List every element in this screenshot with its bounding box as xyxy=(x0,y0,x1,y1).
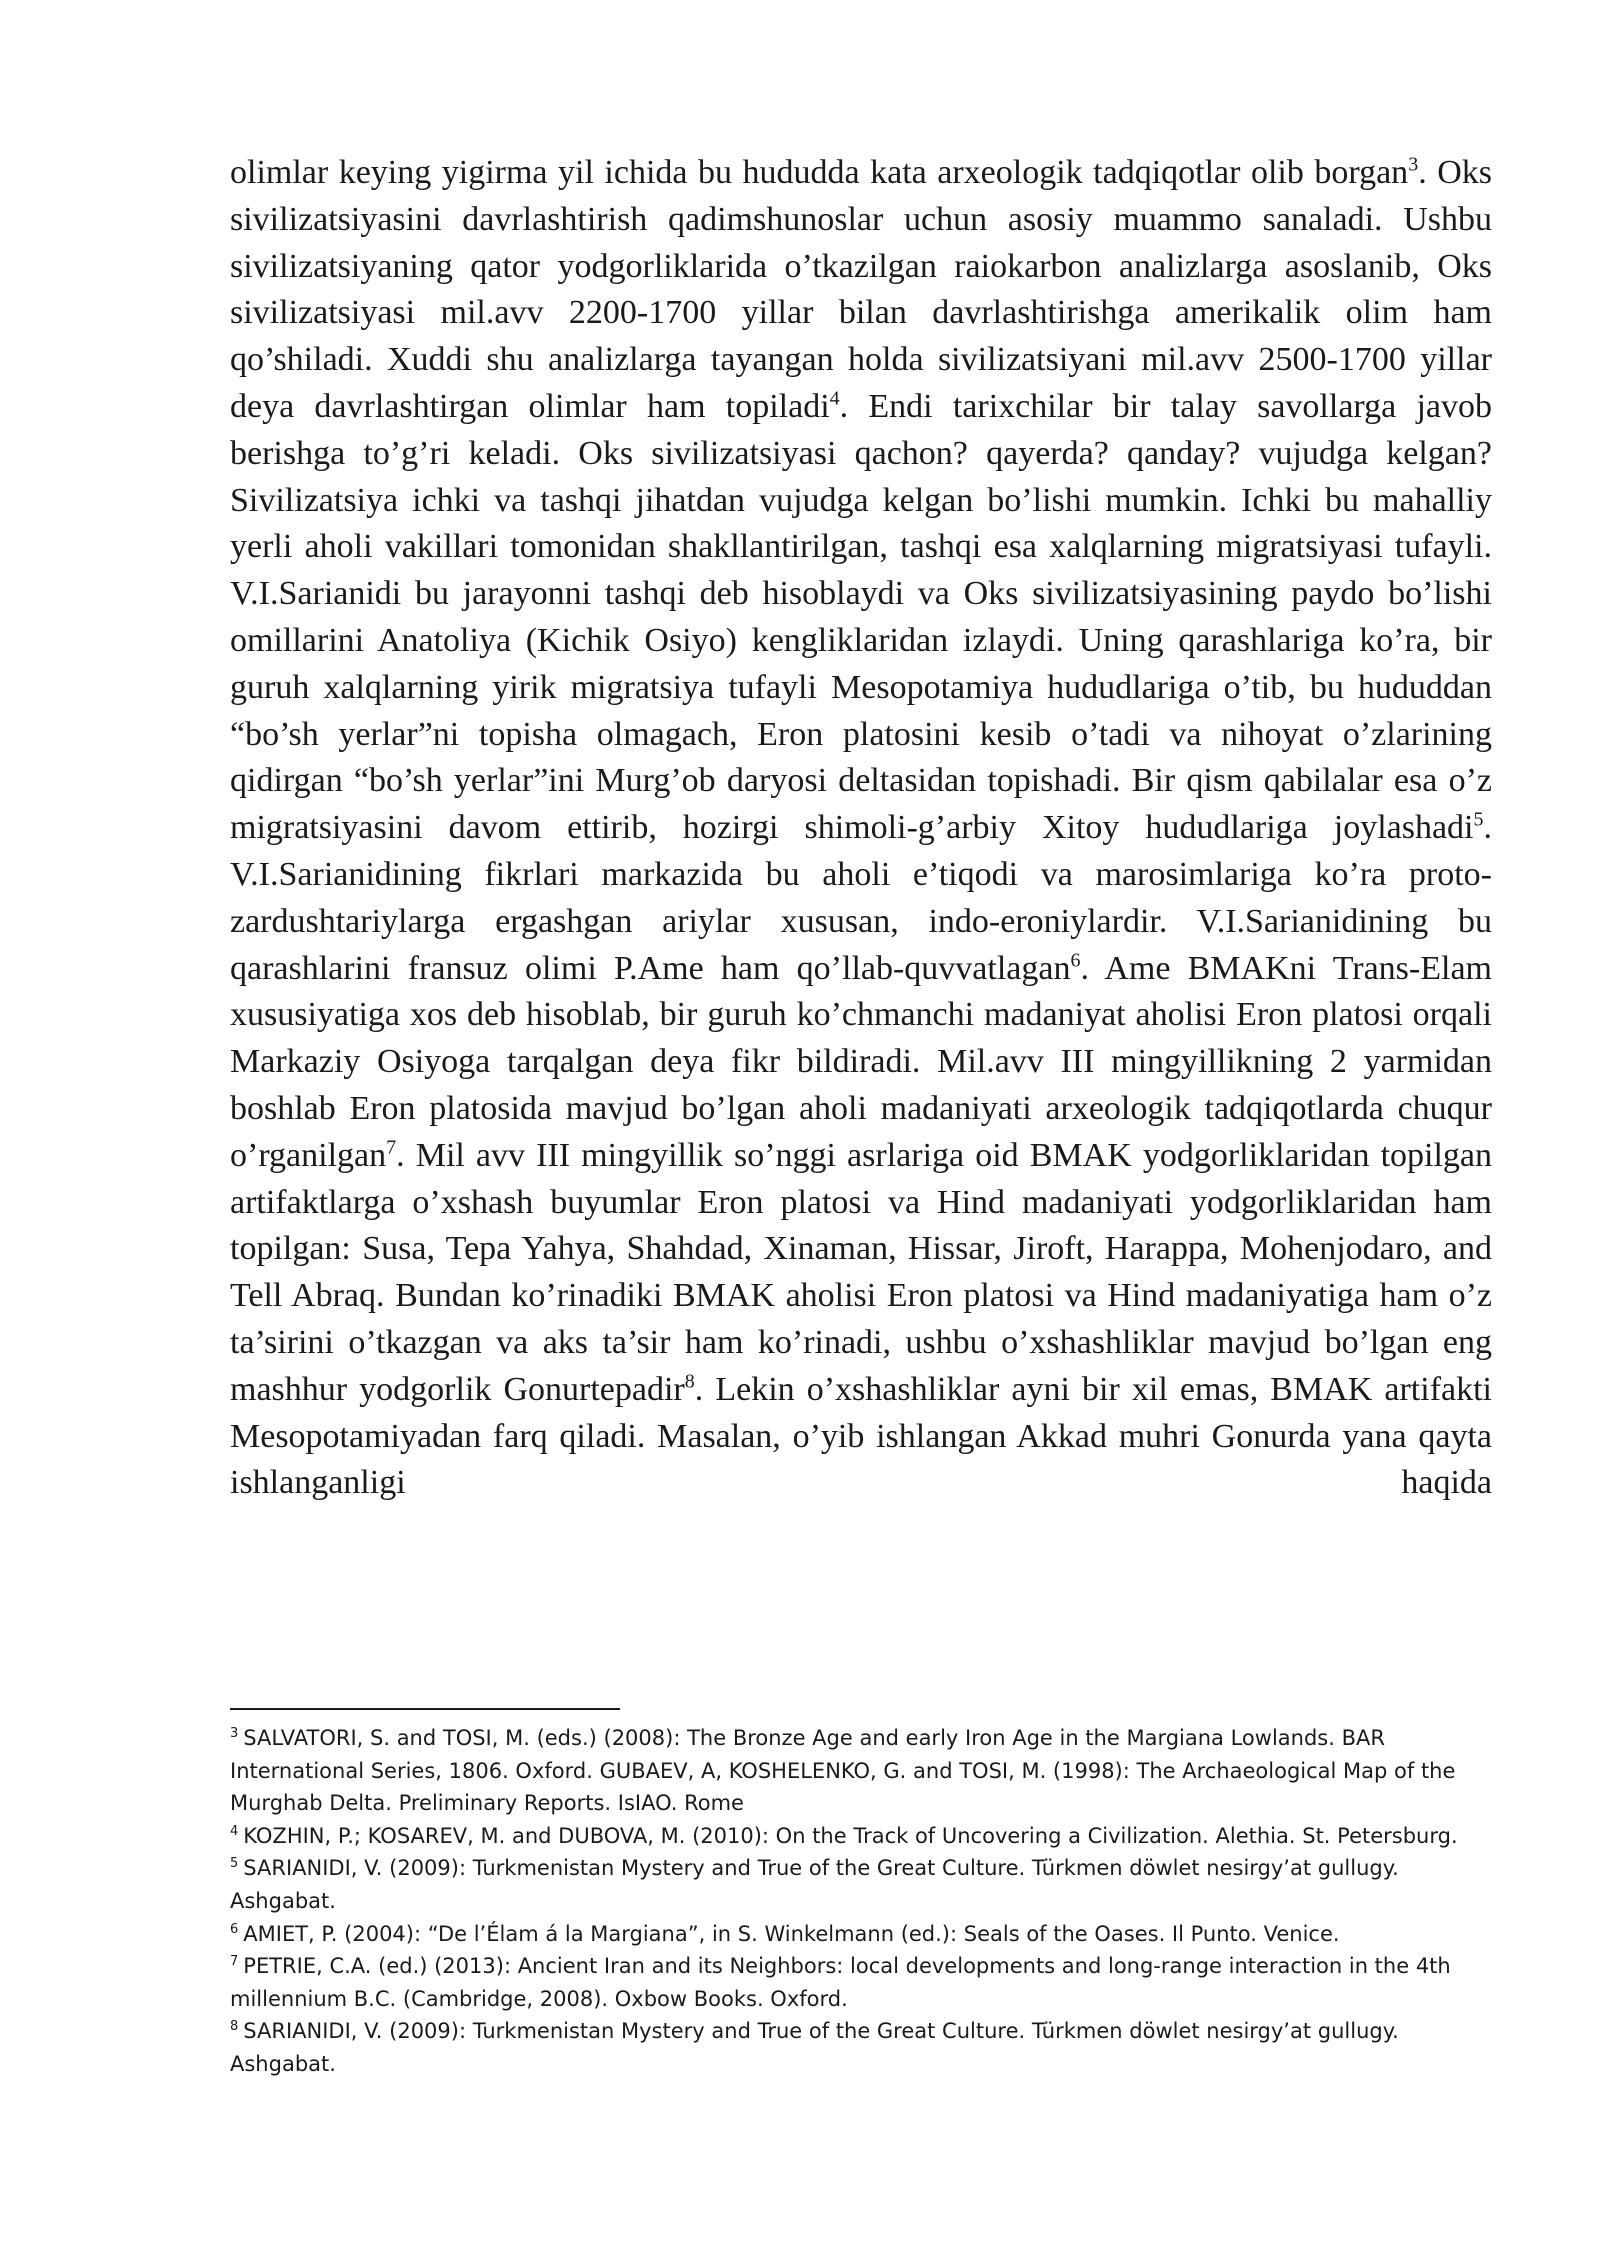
footnote-7 xyxy=(230,1950,1500,2015)
text-run: . V.I.Sarianidining fikrlari markazida bu aholi e’tiqodi va marosimlariga ko’ra proto-zardushtariylarga ergashgan ariylar xususan, indo-eroniylardir. V.I.Sarianidining bu qarashlarini fransuz olimi P.Ame ham qo’llab-quvvatlagan xyxy=(230,809,1492,987)
footnote-3 xyxy=(230,1722,1500,1820)
footnote-separator xyxy=(230,1708,620,1710)
footnote-number: 4 xyxy=(230,1823,239,1839)
footnote-text: SALVATORI, S. and TOSI, M. (eds.) (2008): The Bronze Age and early Iron Age in the Margiana Lowlands. BAR International Series, 1806. Oxford. GUBAEV, A, KOSHELENKO, G. and TOSI, M. (1998): The Archaeological Map of the Murghab Delta. Preliminary Reports. IsIAO. Rome xyxy=(230,1726,1456,1816)
footnote-reference[interactable]: 6 xyxy=(1070,949,1081,972)
footnote-reference[interactable]: 3 xyxy=(1408,153,1419,176)
footnote-number: 8 xyxy=(230,2019,239,2035)
text-run: . Ame BMAKni Trans-Elam xususiyatiga xos deb hisoblab, bir guruh ko’chmanchi madaniyat aholisi Eron platosi orqali Markaziy Osiyoga tarqalgan deya fikr bildiradi. Mil.avv III mingyillikning 2 yarmidan boshlab Eron platosida mavjud bo’lgan aholi madaniyati arxeologik tadqiqotlarda chuqur o’rganilgan xyxy=(230,949,1492,1174)
footnote-number: 5 xyxy=(230,1856,239,1872)
footnotes-section xyxy=(230,1722,1500,2081)
footnote-reference[interactable]: 5 xyxy=(1473,808,1484,831)
text-run: . Endi tarixchilar bir talay savollarga javob berishga to’g’ri keladi. Oks sivilizatsiyasi qachon? qayerda? qanday? vujudga kelgan? Sivilizatsiya ichki va tashqi jihatdan vujudga kelgan bo’lishi mumkin. Ichki bu mahalliy yerli aholi vakillari tomonidan shakllantirilgan, tashqi esa xalqlarning migratsiyasi tufayli. V.I.Sarianidi bu jarayonni tashqi deb hisoblaydi va Oks sivilizatsiyasining paydo bo’lishi omillarini Anatoliya (Kichik Osiyo) kengliklaridan izlaydi. Uning qarashlariga ko’ra, bir guruh xalqlarning yirik migratsiya tufayli Mesopotamiya hududlariga o’tib, bu hududdan “bo’sh yerlar”ni topisha olmagach, Eron platosini kesib o’tadi va nihoyat o’zlarining qidirgan “bo’sh yerlar”ini Murg’ob daryosi deltasidan topishadi. Bir qism qabilalar esa o’z migratsiyasini davom ettirib, hozirgi shimoli-g’arbiy Xitoy hududlariga joylashadi xyxy=(230,387,1492,847)
footnote-reference[interactable]: 8 xyxy=(684,1370,695,1393)
footnote-text: AMIET, P. (2004): “De l’Élam á la Margiana”, in S. Winkelmann (ed.): Seals of the Oases. Il Punto. Venice. xyxy=(243,1921,1340,1946)
footnote-number: 3 xyxy=(230,1726,239,1741)
footnote-text: SARIANIDI, V. (2009): Turkmenistan Mystery and True of the Great Culture. Türkmen döwlet nesirgy’at gullugy. Ashgabat. xyxy=(230,2019,1399,2076)
main-paragraph xyxy=(230,150,1492,1507)
footnote-reference[interactable]: 7 xyxy=(386,1136,397,1159)
footnote-5 xyxy=(230,1852,1500,1917)
footnote-8 xyxy=(230,2015,1500,2080)
text-run: . Lekin o’xshashliklar ayni bir xil emas, BMAK artifakti Mesopotamiyadan farq qiladi. Masalan, o’yib ishlangan Akkad muhri Gonurda yana qayta ishlanganligi haqida xyxy=(230,1370,1493,1502)
footnote-number: 7 xyxy=(230,1954,239,1970)
footnote-text: KOZHIN, P.; KOSAREV, M. and DUBOVA, M. (2010): On the Track of Uncovering a Civilization. Alethia. St. Petersburg. xyxy=(243,1823,1458,1848)
text-run: olimlar keying yigirma yil ichida bu hududda kata arxeologik tadqiqotlar olib borgan xyxy=(230,154,1409,191)
footnote-text: PETRIE, C.A. (ed.) (2013): Ancient Iran and its Neighbors: local developments and long-range interaction in the 4th millennium B.C. (Cambridge, 2008). Oxbow Books. Oxford. xyxy=(230,1954,1451,2011)
footnote-number: 6 xyxy=(230,1921,239,1937)
footnote-4 xyxy=(230,1820,1500,1853)
footnote-reference[interactable]: 4 xyxy=(829,387,840,410)
text-run: . Oks sivilizatsiyasini davrlashtirish qadimshunoslar uchun asosiy muammo sanaladi. Ushbu sivilizatsiyaning qator yodgorliklarida o’tkazilgan raiokarbon analizlarga asoslanib, Oks sivilizatsiyasi mil.avv 2200-1700 yillar bilan davrlashtirishga amerikalik olim ham qo’shiladi. Xuddi shu analizlarga tayangan holda sivilizatsiyani mil.avv 2500-1700 yillar deya davrlashtirgan olimlar ham topiladi xyxy=(230,154,1492,425)
text-run: . Mil avv III mingyillik so’nggi asrlariga oid BMAK yodgorliklaridan topilgan artifaktlarga o’xshash buyumlar Eron platosi va Hind madaniyati yodgorliklaridan ham topilgan: Susa, Tepa Yahya, Shahdad, Xinaman, Hissar, Jiroft, Harappa, Mohenjodaro, and Tell Abraq. Bundan ko’rinadiki BMAK aholisi Eron platosi va Hind madaniyatiga ham o’z ta’sirini o’tkazgan va aks ta’sir ham ko’rinadi, ushbu o’xshashliklar mavjud bo’lgan eng mashhur yodgorlik Gonurtepadir xyxy=(230,1136,1492,1408)
footnote-text: SARIANIDI, V. (2009): Turkmenistan Mystery and True of the Great Culture. Türkmen döwlet nesirgy’at gullugy. Ashgabat. xyxy=(230,1856,1399,1913)
footnote-6 xyxy=(230,1918,1500,1951)
